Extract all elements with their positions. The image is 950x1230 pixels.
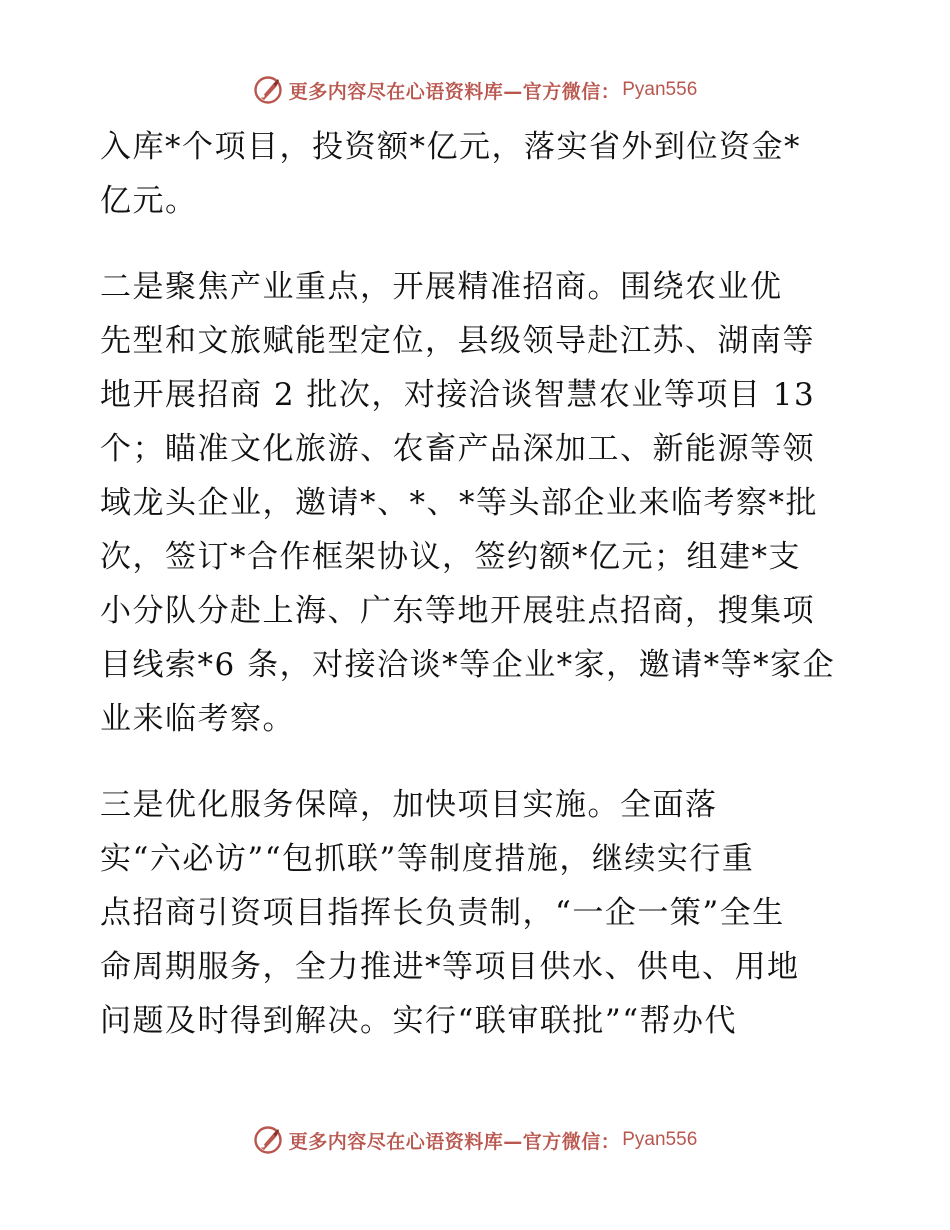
text-line: 二是聚焦产业重点，开展精准招商。围绕农业优 bbox=[100, 269, 783, 305]
text-line: 问题及时得到解决。实行“联审联批”“帮办代 bbox=[100, 1003, 738, 1039]
text-line: 地开展招商 2 批次，对接洽谈智慧农业等项目 13 bbox=[100, 377, 816, 413]
footer-watermark-banner bbox=[0, 1120, 950, 1160]
text-line: 业来临考察。 bbox=[100, 701, 295, 737]
text-line: 小分队分赴上海、广东等地开展驻点招商，搜集项 bbox=[100, 593, 815, 629]
text-line: 亿元。 bbox=[100, 183, 198, 219]
banner-wechat-id: Pyan556 bbox=[622, 79, 698, 100]
paragraph-3 bbox=[100, 778, 860, 1048]
paragraph-gap bbox=[100, 746, 860, 778]
text-line: 个；瞄准文化旅游、农畜产品深加工、新能源等领 bbox=[100, 431, 815, 467]
quill-logo-icon bbox=[253, 1125, 283, 1155]
text-line: 实“六必访”“包抓联”等制度措施，继续实行重 bbox=[100, 841, 755, 877]
text-line: 域龙头企业，邀请*、*、*等头部企业来临考察*批 bbox=[100, 485, 818, 521]
document-body bbox=[100, 120, 860, 1048]
banner-wechat-id: Pyan556 bbox=[622, 1129, 698, 1150]
banner-text: 更多内容尽在心语资料库—官方微信： bbox=[288, 80, 621, 103]
quill-logo-icon bbox=[253, 75, 283, 105]
text-line: 三是优化服务保障，加快项目实施。全面落 bbox=[100, 787, 718, 823]
banner-text: 更多内容尽在心语资料库—官方微信： bbox=[288, 1130, 621, 1153]
text-line: 入库*个项目，投资额*亿元，落实省外到位资金* bbox=[100, 129, 801, 165]
text-line: 点招商引资项目指挥长负责制，“一企一策”全生 bbox=[100, 895, 785, 931]
paragraph-gap bbox=[100, 228, 860, 260]
header-watermark-banner bbox=[0, 70, 950, 110]
text-line: 先型和文旅赋能型定位，县级领导赴江苏、湖南等 bbox=[100, 323, 815, 359]
text-line: 命周期服务，全力推进*等项目供水、供电、用地 bbox=[100, 949, 800, 985]
paragraph-2 bbox=[100, 260, 860, 746]
text-line: 目线索*6 条，对接洽谈*等企业*家，邀请*等*家企 bbox=[100, 647, 836, 683]
text-line: 次，签订*合作框架协议，签约额*亿元；组建*支 bbox=[100, 539, 801, 575]
paragraph-1 bbox=[100, 120, 860, 228]
